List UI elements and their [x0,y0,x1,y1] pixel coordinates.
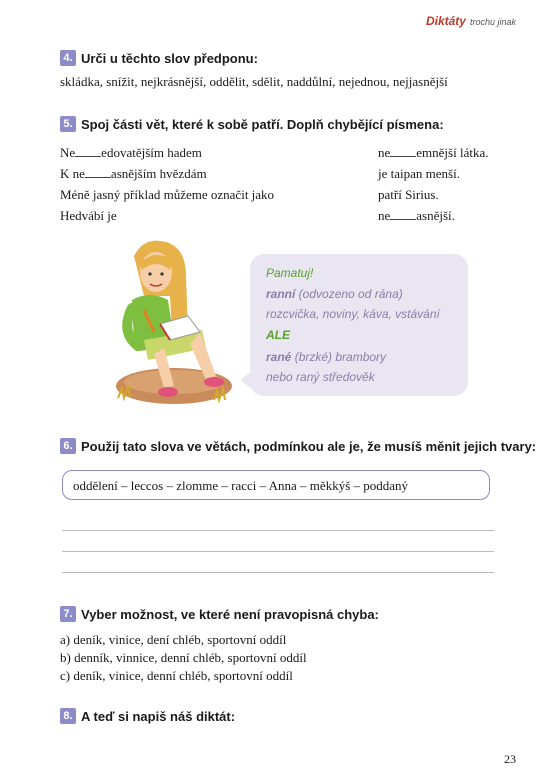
running-header [426,14,516,28]
sentence-right-1: ne emnější látka. [378,145,489,160]
task-heading-text: Urči u těchto slov předponu: [81,50,258,66]
task-heading-text: Vyber možnost, ve které není pravopisná chyba: [81,606,379,622]
fill-blank[interactable] [85,167,111,178]
bubble-line-2: rozcvička, noviny, káva, vstávání [266,307,440,321]
reading-girl-illustration [104,236,244,412]
writing-line[interactable] [62,551,494,552]
sentence-right-3: patří Sirius. [378,187,439,202]
header-title: Diktáty [425,14,466,28]
sentence-left-1: Ne edovatějším hadem [60,145,202,160]
fill-blank[interactable] [75,146,101,157]
bubble-title: Pamatuj! [266,266,314,280]
task-number-badge: 4. [60,50,76,66]
task-4-words: skládka, snížit, nejkrásnější, oddělit, sdělit, naddůlní, nejednou, nejjasnější [60,74,448,89]
writing-line[interactable] [62,530,494,531]
task-5-heading [60,116,444,132]
task-number-badge: 8. [60,708,76,724]
task-number-badge: 7. [60,606,76,622]
option-c[interactable]: c) deník, vinice, denní chléb, sportovní oddíl [60,668,293,683]
fill-blank[interactable] [390,209,416,220]
bubble-line-4: nebo raný středověk [266,370,375,384]
bubble-ale: ALE [266,328,290,342]
task-8-heading [60,708,235,724]
header-subtitle: trochu jinak [469,17,516,27]
sentence-left-3: Méně jasný příklad můžeme označit jako [60,187,275,202]
task-heading-text: A teď si napiš náš diktát: [81,708,236,724]
task-heading-text: Spoj části vět, které k sobě patří. Doplň chybějící písmena: [81,116,444,132]
option-a[interactable]: a) deník, vinice, dení chléb, sportovní oddíl [60,632,287,647]
task-7-heading [60,606,379,622]
option-b[interactable]: b) denník, vinnice, denní chléb, sportovní oddíl [60,650,307,665]
task-heading-text: Použij tato slova ve větách, podmínkou ale je, že musíš měnit jejich tvary: [81,438,537,454]
task-number-badge: 6. [60,438,76,454]
sentence-left-2: K ne asnějším hvězdám [60,166,207,181]
task-number-badge: 5. [60,116,76,132]
page-number: 23 [504,752,516,766]
writing-line[interactable] [62,572,494,573]
sentence-right-4: ne asnější. [378,208,455,223]
task-4-heading [60,50,258,66]
fill-blank[interactable] [390,146,416,157]
bubble-line-3: rané (brzké) brambory [266,350,387,364]
task-6-word-box: oddělení – leccos – zlomme – racci – Anna – měkkýš – poddaný [62,470,490,500]
sentence-right-2: je taipan menší. [378,166,460,181]
sentence-left-4: Hedvábí je [60,208,117,223]
bubble-line-1: ranní (odvozeno od rána) [266,287,403,301]
task-6-heading [60,438,536,454]
